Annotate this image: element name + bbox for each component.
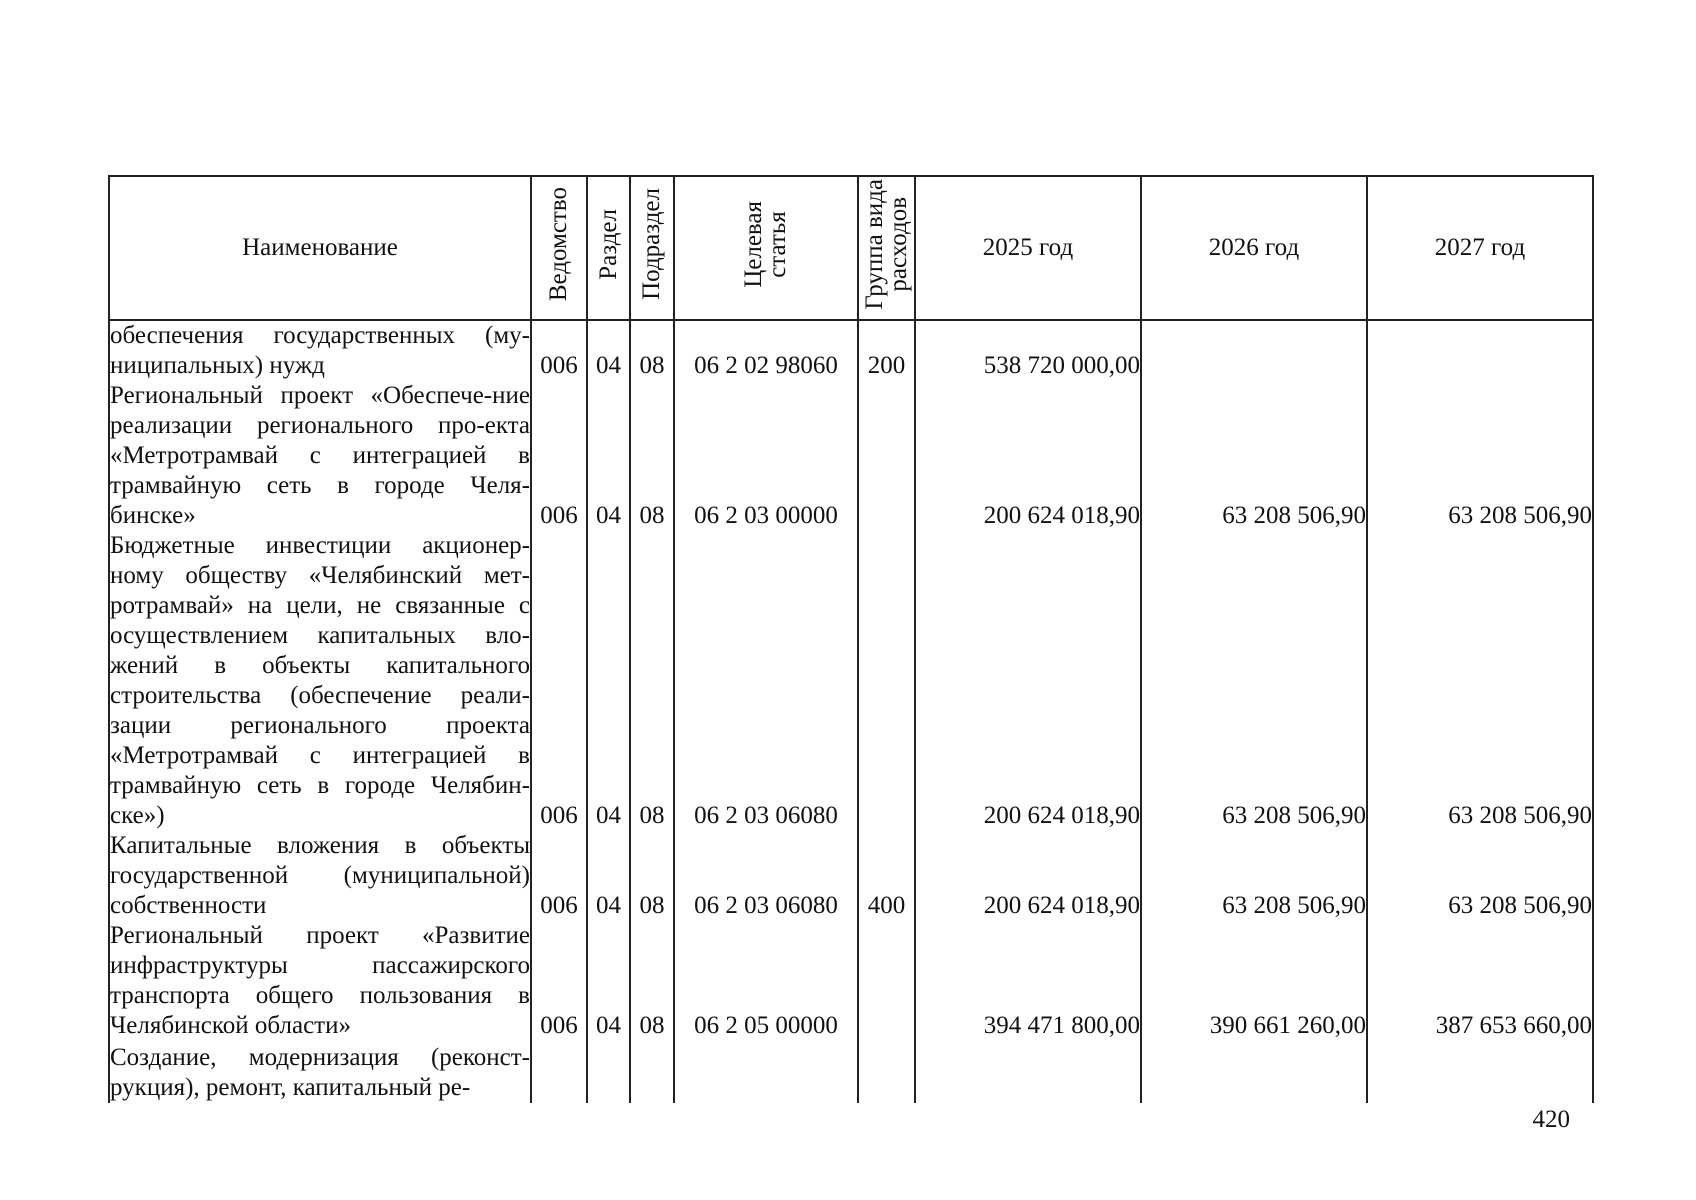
row-2027 xyxy=(1367,1041,1593,1103)
row-2026 xyxy=(1141,320,1367,381)
table-row xyxy=(109,320,1593,381)
row-vedomstvo xyxy=(531,1041,587,1103)
row-podrazdel: 08 xyxy=(630,381,674,531)
header-razdel: Раздел xyxy=(587,176,630,320)
header-gruppa-vida-rashodov: Группа вида расходов xyxy=(858,176,915,320)
row-celevaya-statya: 06 2 03 06080 xyxy=(674,531,858,831)
row-gruppa: 200 xyxy=(858,320,915,381)
row-vedomstvo: 006 xyxy=(531,921,587,1041)
row-vedomstvo: 006 xyxy=(531,381,587,531)
row-name: обеспечения государственных (му-ниципальных) нужд xyxy=(110,322,530,379)
row-2026 xyxy=(1141,1041,1367,1103)
header-podrazdel: Подраздел xyxy=(630,176,674,320)
row-podrazdel: 08 xyxy=(630,921,674,1041)
row-gruppa xyxy=(858,381,915,531)
row-gruppa xyxy=(858,531,915,831)
row-2027: 63 208 506,90 xyxy=(1367,831,1593,921)
row-name: Капитальные вложения в объекты государственной (муниципальной) собственности xyxy=(110,832,530,919)
row-podrazdel xyxy=(630,1041,674,1103)
row-2027: 387 653 660,00 xyxy=(1367,921,1593,1041)
row-podrazdel: 08 xyxy=(630,831,674,921)
table-row xyxy=(109,831,1593,921)
row-razdel: 04 xyxy=(587,831,630,921)
row-2025: 200 624 018,90 xyxy=(915,831,1141,921)
row-razdel xyxy=(587,1041,630,1103)
row-name: Создание, модернизация (реконст-рукция), ремонт, капитальный ре- xyxy=(109,1041,531,1103)
table-row xyxy=(109,921,1593,1041)
header-vedomstvo: Ведомство xyxy=(531,176,587,320)
header-2026: 2026 год xyxy=(1141,176,1367,320)
row-podrazdel: 08 xyxy=(630,320,674,381)
row-vedomstvo: 006 xyxy=(531,531,587,831)
header-2025: 2025 год xyxy=(915,176,1141,320)
row-2027: 63 208 506,90 xyxy=(1367,531,1593,831)
row-2025: 200 624 018,90 xyxy=(915,381,1141,531)
table-row xyxy=(109,531,1593,831)
row-2025: 200 624 018,90 xyxy=(915,531,1141,831)
row-2026: 63 208 506,90 xyxy=(1141,831,1367,921)
page-number: 420 xyxy=(1532,1106,1570,1133)
table-row xyxy=(109,381,1593,531)
row-2027 xyxy=(1367,320,1593,381)
row-2026: 63 208 506,90 xyxy=(1141,381,1367,531)
row-razdel: 04 xyxy=(587,381,630,531)
row-celevaya-statya: 06 2 03 00000 xyxy=(674,381,858,531)
row-celevaya-statya: 06 2 03 06080 xyxy=(674,831,858,921)
row-2025 xyxy=(915,1041,1141,1103)
row-razdel: 04 xyxy=(587,531,630,831)
row-celevaya-statya: 06 2 05 00000 xyxy=(674,921,858,1041)
row-celevaya-statya: 06 2 02 98060 xyxy=(674,320,858,381)
row-razdel: 04 xyxy=(587,320,630,381)
row-2025: 538 720 000,00 xyxy=(915,320,1141,381)
row-celevaya-statya xyxy=(674,1041,858,1103)
row-name: Региональный проект «Обеспече-ние реализации регионального про-екта «Метротрамвай с интеграцией в трамвайную сеть в городе Челя-бинске» xyxy=(110,382,530,529)
row-2027: 63 208 506,90 xyxy=(1367,381,1593,531)
row-vedomstvo: 006 xyxy=(531,320,587,381)
row-razdel: 04 xyxy=(587,921,630,1041)
header-2027: 2027 год xyxy=(1367,176,1593,320)
row-name: Региональный проект «Развитие инфраструктуры пассажирского транспорта общего пользования в Челябинской области» xyxy=(110,922,530,1039)
row-podrazdel: 08 xyxy=(630,531,674,831)
row-gruppa: 400 xyxy=(858,831,915,921)
budget-table xyxy=(108,175,1594,1103)
row-name: Бюджетные инвестиции акционер-ному обществу «Челябинский мет-ротрамвай» на цели, не связанные с осуществлением капитальных вло-жений в объекты капитального строительства (обеспечение реали-зации регионального проекта «Метротрамвай с интеграцией в трамвайную сеть в городе Челябин-ске») xyxy=(110,532,530,829)
table-header-row xyxy=(109,176,1593,320)
row-vedomstvo: 006 xyxy=(531,831,587,921)
row-2026: 63 208 506,90 xyxy=(1141,531,1367,831)
table-row xyxy=(109,1041,1593,1103)
row-gruppa xyxy=(858,921,915,1041)
row-gruppa xyxy=(858,1041,915,1103)
header-name: Наименование xyxy=(109,176,531,320)
row-2025: 394 471 800,00 xyxy=(915,921,1141,1041)
header-celevaya-statya: Целевая статья xyxy=(674,176,858,320)
row-2026: 390 661 260,00 xyxy=(1141,921,1367,1041)
